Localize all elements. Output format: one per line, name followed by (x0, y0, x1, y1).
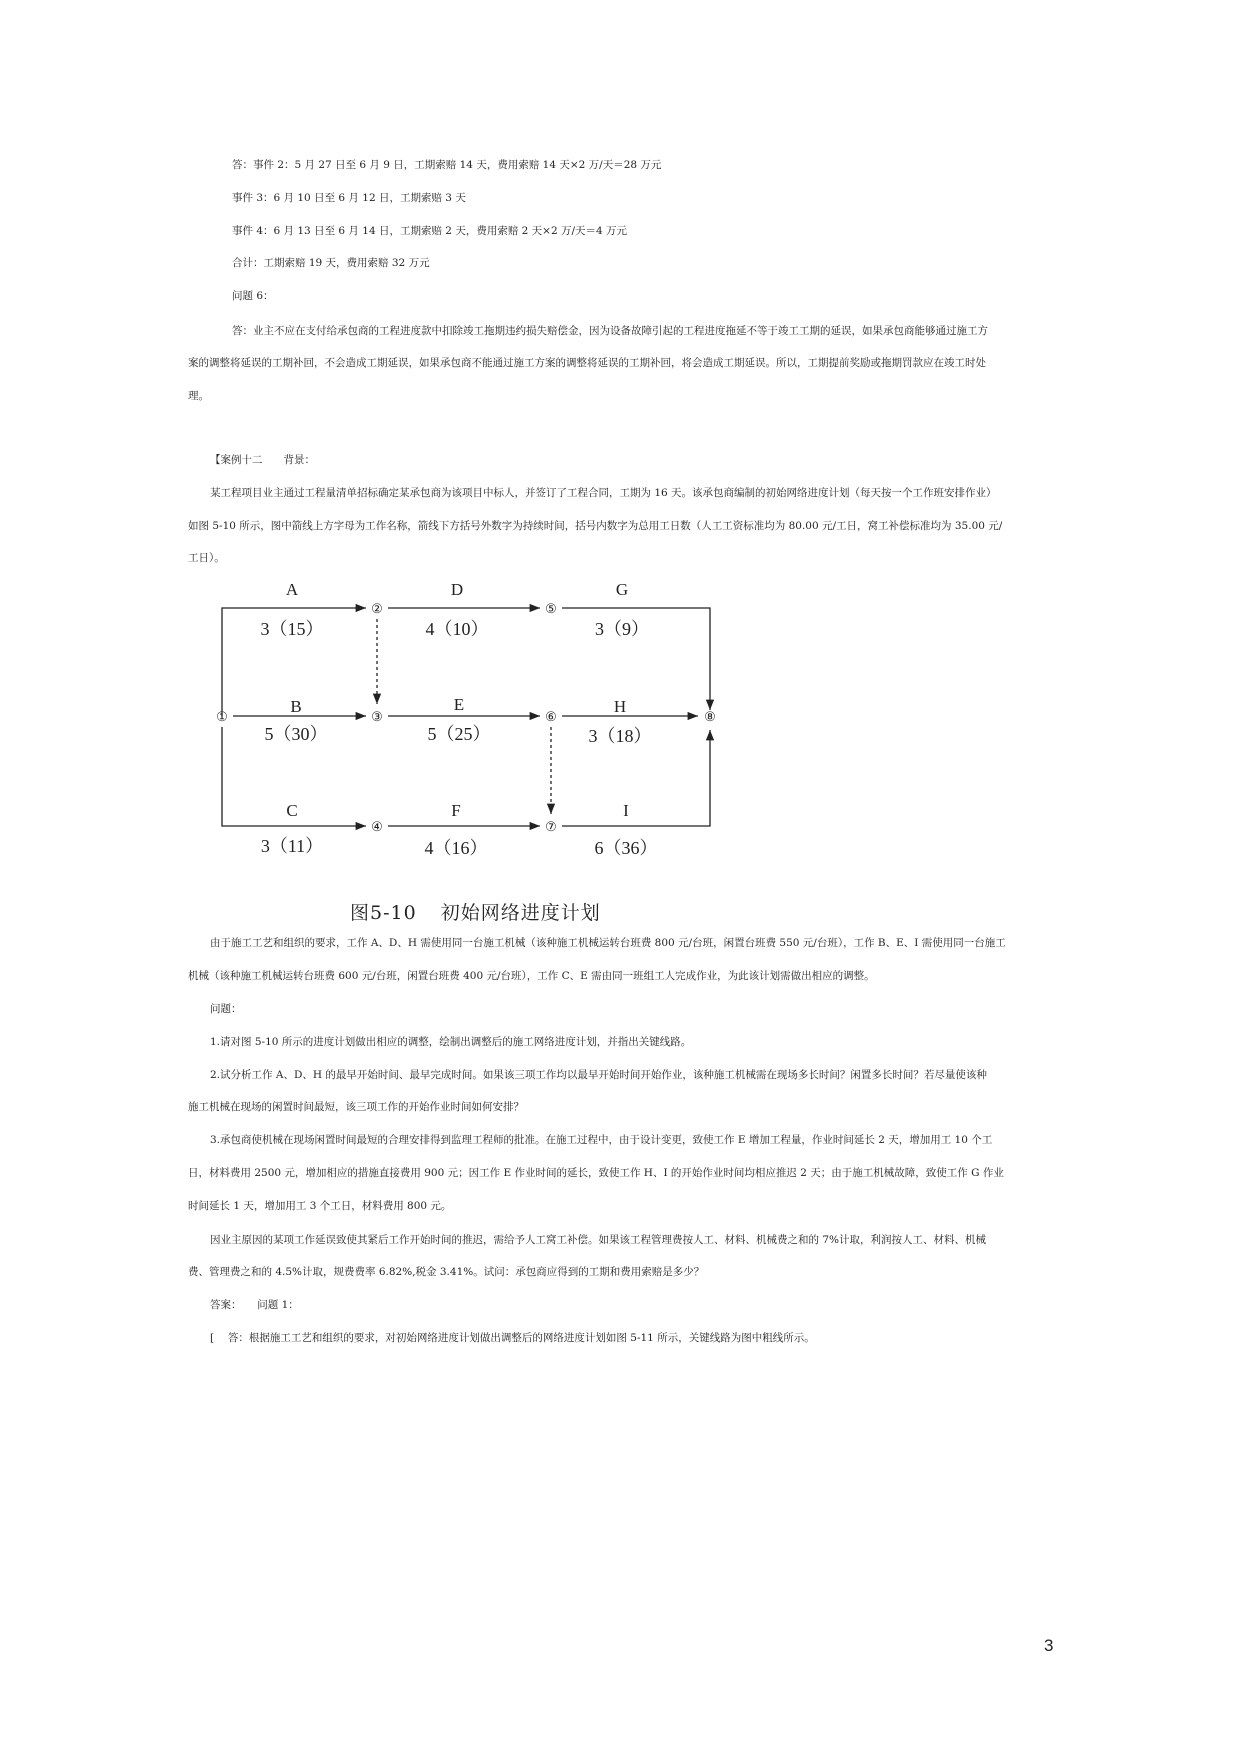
node-8: ⑧ (704, 709, 716, 724)
text-line: 合计：工期索赔 19 天，费用索赔 32 万元 (232, 257, 430, 269)
text-line: 答：业主不应在支付给承包商的工程进度款中扣除竣工拖期违约损失赔偿金，因为设备故障引起的工程进度拖延不等于竣工工期的延误，如果承包商能够通过施工方 (232, 325, 988, 337)
text-line: 理。 (188, 390, 209, 402)
figure-title: 初始网络进度计划 (440, 902, 601, 924)
activity-name-e: E (453, 695, 465, 714)
case-heading: 【案例十二 背景： (210, 454, 315, 466)
figure-caption (350, 898, 601, 925)
text-line: 机械（该种施工机械运转台班费 600 元/台班，闲置台班费 400 元/台班），工作 C、E 需由同一班组工人完成作业，为此该计划需做出相应的调整。 (188, 970, 875, 982)
text-line: 答：事件 2：5 月 27 日至 6 月 9 日，工期索赔 14 天，费用索赔 14 天×2 万/天＝28 万元 (232, 159, 662, 171)
network-diagram (210, 578, 730, 878)
text-line: 日，材料费用 2500 元，增加相应的措施直接费用 900 元；因工作 E 作业时间的延长，致使工作 H、I 的开始作业时间均相应推迟 2 天；由于施工机械故障，致使工作 G 作业 (188, 1167, 1004, 1179)
text-line: 某工程项目业主通过工程量清单招标确定某承包商为该项目中标人，并签订了工程合同，工期为 16 天。该承包商编制的初始网络进度计划（每天按一个工作班安排作业） (210, 487, 997, 499)
figure-number: 图5-10 (350, 902, 417, 924)
activity-duration-d: 4（10） (425, 619, 489, 639)
text-line: 问题： (210, 1003, 242, 1015)
text-line: 案的调整将延误的工期补回，不会造成工期延误，如果承包商不能通过施工方案的调整将延误的工期补回，将会造成工期延误。所以，工期提前奖励或拖期罚款应在竣工时处 (188, 357, 986, 369)
activity-name-a: A (285, 580, 299, 599)
activity-duration-b: 5（30） (264, 724, 328, 744)
node-6: ⑥ (545, 709, 557, 724)
text-line: 工日）。 (188, 552, 225, 564)
text-line: 由于施工工艺和组织的要求，工作 A、D、H 需使用同一台施工机械（该种施工机械运转台班费 800 元/台班，闲置台班费 550 元/台班），工作 B、E、I 需使用同一台施工 (210, 937, 1006, 949)
activity-duration-c: 3（11） (260, 836, 324, 856)
question-2: 2.试分析工作 A、D、H 的最早开始时间、最早完成时间。如果该三项工作均以最早开始时间开始作业，该种施工机械需在现场多长时间？闲置多长时间？若尽量使该种 (210, 1069, 987, 1081)
text-line: 时间延长 1 天，增加用工 3 个工日，材料费用 800 元。 (188, 1200, 452, 1212)
activity-name-d: D (450, 580, 464, 599)
activity-name-f: F (451, 801, 461, 820)
activity-duration-h: 3（18） (588, 726, 652, 746)
text-line: 事件 4：6 月 13 日至 6 月 14 日，工期索赔 2 天，费用索赔 2 天×2 万/天＝4 万元 (232, 225, 628, 237)
activity-duration-i: 6（36） (594, 838, 658, 858)
text-line: 如图 5-10 所示，图中箭线上方字母为工作名称，箭线下方括号外数字为持续时间，括号内数字为总用工日数（人工工资标准均为 80.00 元/工日，窝工补偿标准均为 35.00 元/ (188, 520, 1003, 532)
text-line: 事件 3：6 月 10 日至 6 月 12 日，工期索赔 3 天 (232, 192, 466, 204)
question-1: 1.请对图 5-10 所示的进度计划做出相应的调整，绘制出调整后的施工网络进度计划，并指出关键线路。 (210, 1036, 692, 1048)
node-4: ④ (371, 819, 383, 834)
question-3: 3.承包商使机械在现场闲置时间最短的合理安排得到监理工程师的批准。在施工过程中，由于设计变更，致使工作 E 增加工程量，作业时间延长 2 天，增加用工 10 个工 (210, 1134, 993, 1146)
node-3: ③ (371, 709, 383, 724)
text-line: 因业主原因的某项工作延误致使其紧后工作开始时间的推迟，需给予人工窝工补偿。如果该工程管理费按人工、材料、机械费之和的 7%计取，利润按人工、材料、机械 (210, 1234, 986, 1246)
activity-duration-g: 3（9） (595, 619, 649, 639)
activity-name-b: B (290, 697, 302, 716)
activity-name-c: C (286, 801, 298, 820)
node-5: ⑤ (545, 601, 557, 616)
node-7: ⑦ (545, 819, 557, 834)
activity-name-i: I (623, 801, 629, 820)
activity-name-g: G (615, 580, 629, 599)
answer-heading: 答案： 问题 1： (210, 1299, 299, 1311)
text-line: 施工机械在现场的闲置时间最短，该三项工作的开始作业时间如何安排？ (188, 1101, 524, 1113)
text-line: [ 答：根据施工工艺和组织的要求，对初始网络进度计划做出调整后的网络进度计划如图 5-11 所示，关键线路为图中粗线所示。 (210, 1332, 815, 1344)
activity-duration-e: 5（25） (427, 724, 491, 744)
activity-name-h: H (613, 697, 627, 716)
activity-duration-f: 4（16） (424, 838, 488, 858)
node-2: ② (371, 601, 383, 616)
activity-duration-a: 3（15） (260, 619, 324, 639)
page-number: 3 (1044, 1636, 1054, 1655)
text-line: 问题 6： (232, 290, 274, 302)
node-1: ① (216, 709, 228, 724)
text-line: 费、管理费之和的 4.5%计取，规费费率 6.82%,税金 3.41%。试问：承包商应得到的工期和费用索赔是多少？ (188, 1266, 705, 1278)
